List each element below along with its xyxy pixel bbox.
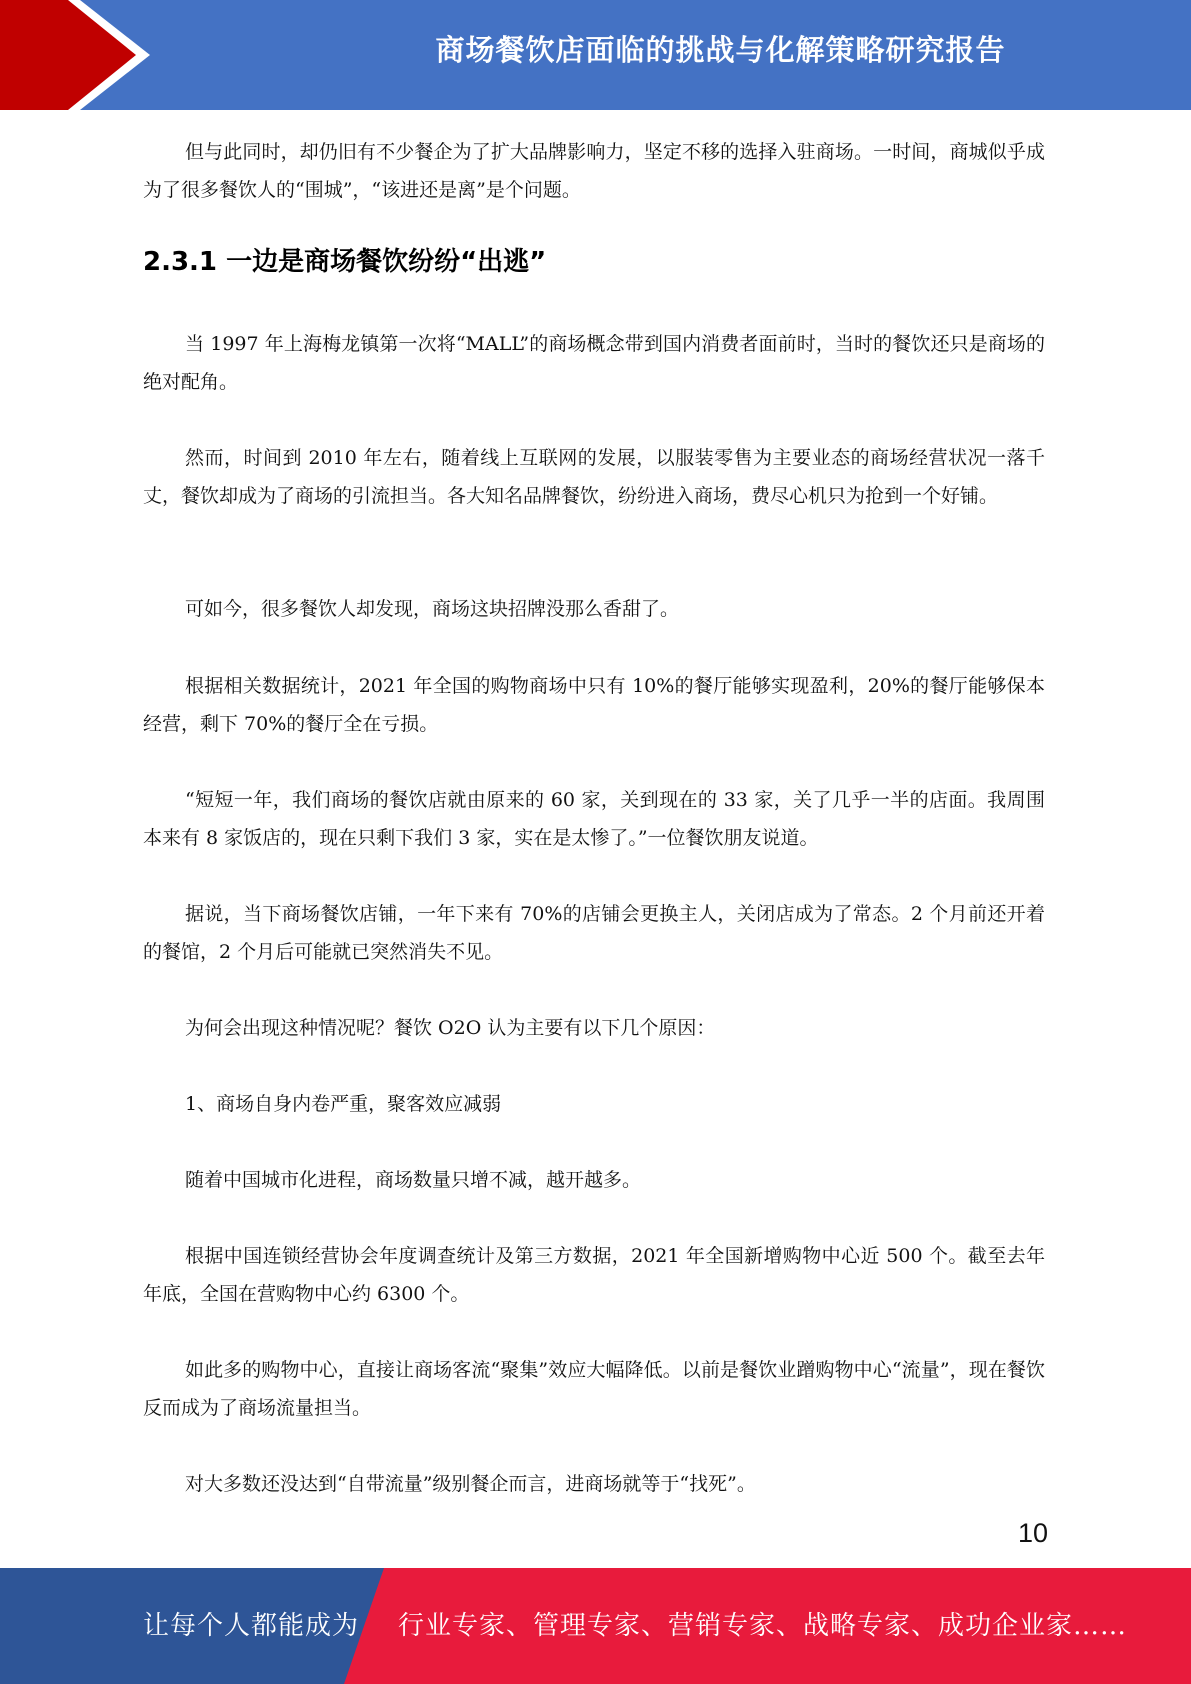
section-heading: 2.3.1 一边是商场餐饮纷纷“出逃” <box>143 247 547 277</box>
paragraph-traffic: 如此多的购物中心，直接让商场客流“聚集”效应大幅降低。以前是餐饮业蹭购物中心“流量”，现在餐饮反而成为了商场流量担当。 <box>143 1359 1045 1419</box>
paragraph-urbanization: 随着中国城市化进程，商场数量只增不减，越开越多。 <box>185 1169 642 1191</box>
paragraph-reason-1: 1、商场自身内卷严重，聚客效应减弱 <box>185 1093 502 1115</box>
paragraph-turnover: 据说，当下商场餐饮店铺，一年下来有 70%的店铺会更换主人，关闭店成为了常态。2 个月前还开着的餐馆，2 个月后可能就已突然消失不见。 <box>143 903 1045 963</box>
paragraph-history: 当 1997 年上海梅龙镇第一次将“MALL”的商场概念带到国内消费者面前时，当时的餐饮还只是商场的绝对配角。 <box>143 333 1045 393</box>
document-title: 商场餐饮店面临的挑战与化解策略研究报告 <box>435 33 1006 67</box>
footer-slogan-left: 让每个人都能成为 <box>143 1611 360 1641</box>
paragraph-intro: 但与此同时，却仍旧有不少餐企为了扩大品牌影响力，坚定不移的选择入驻商场。一时间，商城似乎成为了很多餐饮人的“围城”，“该进还是离”是个问题。 <box>143 141 1045 201</box>
paragraph-now: 可如今，很多餐饮人却发现，商场这块招牌没那么香甜了。 <box>185 598 680 620</box>
header-banner <box>0 0 1191 110</box>
paragraph-2010: 然而，时间到 2010 年左右，随着线上互联网的发展，以服装零售为主要业态的商场经营状况一落千丈，餐饮却成为了商场的引流担当。各大知名品牌餐饮，纷纷进入商场，费尽心机只为抢到一个好铺。 <box>143 447 1045 507</box>
paragraph-quote: “短短一年，我们商场的餐饮店就由原来的 60 家，关到现在的 33 家，关了几乎一半的店面。我周围本来有 8 家饭店的，现在只剩下我们 3 家，实在是太惨了。”一位餐饮朋友说道。 <box>143 789 1045 849</box>
page-number: 10 <box>1017 1518 1048 1548</box>
paragraph-reasons-intro: 为何会出现这种情况呢？餐饮 O2O 认为主要有以下几个原因： <box>185 1017 716 1039</box>
footer-banner <box>0 1568 1191 1684</box>
paragraph-statistics: 根据相关数据统计，2021 年全国的购物商场中只有 10%的餐厅能够实现盈利，20%的餐厅能够保本经营，剩下 70%的餐厅全在亏损。 <box>143 675 1045 735</box>
paragraph-mall-count: 根据中国连锁经营协会年度调查统计及第三方数据，2021 年全国新增购物中心近 500 个。截至去年年底，全国在营购物中心约 6300 个。 <box>143 1245 1045 1305</box>
footer-slogan-right: 行业专家、管理专家、营销专家、战略专家、成功企业家…… <box>398 1611 1128 1641</box>
paragraph-conclusion: 对大多数还没达到“自带流量”级别餐企而言，进商场就等于“找死”。 <box>185 1473 756 1495</box>
